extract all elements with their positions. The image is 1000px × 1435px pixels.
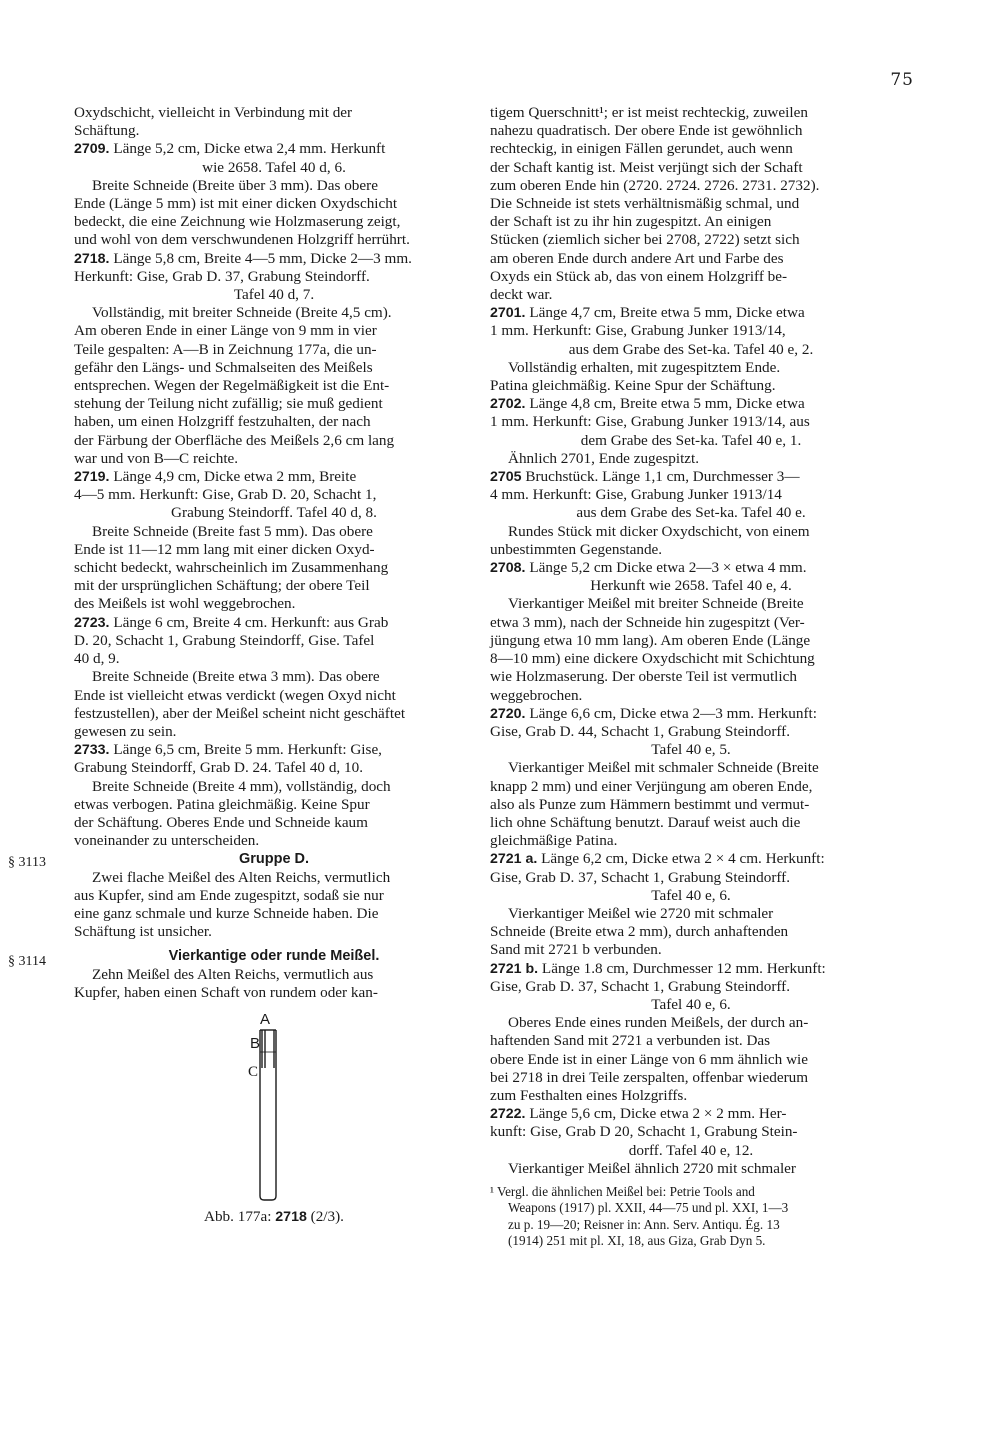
text-line: Zwei flache Meißel des Alten Reichs, vermutlich [92, 868, 391, 886]
entry-line: D. 20, Schacht 1, Grabung Steindorff, Gise. Tafel [74, 631, 375, 649]
text-line: schicht bedeckt, wahrscheinlich im Zusammenhang [74, 559, 389, 577]
text-line: bei 2718 in drei Teile zerspalten, offenbar wiederum [490, 1068, 809, 1086]
entry-line: Herkunft wie 2658. Tafel 40 e, 4. [590, 577, 792, 595]
entry-2709 [74, 140, 474, 158]
right-column [490, 104, 892, 1250]
figure-177a [74, 1008, 474, 1208]
text-line: Schneide (Breite etwa 2 mm), durch anhaftenden [490, 923, 789, 941]
text-line: aus Kupfer, sind am Ende zugespitzt, sodaß sie nur [74, 886, 384, 904]
text-line: Oberes Ende eines runden Meißels, der durch an- [508, 1014, 809, 1032]
entry-text: Länge 1.8 cm, Durchmesser 12 mm. Herkunft: [538, 959, 826, 977]
text-line: Die Schneide ist stets verhältnismäßig schmal, und [490, 195, 800, 213]
text-line: Vierkantiger Meißel ähnlich 2720 mit schmaler [508, 1159, 796, 1177]
entry-2720 [490, 705, 892, 723]
text-line: und wohl von dem verschwundenen Holzgriff herrührt. [74, 231, 410, 249]
text-line: Kupfer, haben einen Schaft von rundem oder kan- [74, 983, 378, 1001]
text-line: obere Ende ist in einer Länge von 6 mm ähnlich wie [490, 1050, 808, 1068]
text-line: Vierkantiger Meißel wie 2720 mit schmaler [508, 904, 774, 922]
text-line: Vierkantiger Meißel mit schmaler Schneide (Breite [508, 759, 819, 777]
entry-2719 [74, 468, 474, 486]
chisel-outline [260, 1030, 276, 1200]
text-line: jüngung etwa 10 mm lang). Am oberen Ende (Länge [490, 631, 811, 649]
text-line: also als Punze zum Hämmern bestimmt und vermut- [490, 795, 810, 813]
entry-text: Länge 5,2 cm Dicke etwa 2—3 × etwa 4 mm. [525, 559, 807, 577]
text-line: Ende ist 11—12 mm lang mit einer dicken Oxyd- [74, 540, 375, 558]
text-line: Vierkantiger Meißel mit breiter Schneide (Breite [508, 595, 804, 613]
entry-number: 2733. [74, 742, 110, 759]
text-line: der Schäftung. Oberes Ende und Schneide kaum [74, 813, 368, 831]
text-line: Breite Schneide (Breite fast 5 mm). Das obere [92, 522, 373, 540]
caption-number: 2718 [275, 1208, 307, 1225]
text-line: Vollständig, mit breiter Schneide (Breite 4,5 cm). [92, 304, 392, 322]
entry-line: dem Grabe des Set-ka. Tafel 40 e, 1. [580, 431, 802, 449]
text-line: Teile gespalten: A—B in Zeichnung 177a, die un- [74, 340, 377, 358]
caption-suffix: (2/3). [306, 1207, 344, 1225]
text-line: Oxyds ein Stück ab, das von einem Holzgriff be- [490, 267, 788, 285]
entry-number: 2702. [490, 396, 526, 413]
text-line: Sand mit 2721 b verbunden. [490, 941, 662, 959]
footnote [490, 1184, 892, 1250]
text-line: etwa 3 mm), nach der Schneide hin zugespitzt (Ver- [490, 613, 805, 631]
text-line: haftenden Sand mit 2721 a verbunden ist. Das [490, 1032, 771, 1050]
entry-line: 1 mm. Herkunft: Gise, Grabung Junker 1913/14, aus [490, 413, 810, 431]
text-line: entsprechen. Wegen der Regelmäßigkeit ist die Ent- [74, 377, 390, 395]
text-line: bedeckt, die eine Zeichnung wie Holzmaserung zeigt, [74, 213, 401, 231]
text-line: Schäftung ist unsicher. [74, 923, 212, 941]
text-line: zum Festhalten eines Holzgriffs. [490, 1086, 688, 1104]
footnote-line: zu p. 19—20; Reisner in: Ann. Serv. Antiqu. Ég. 13 [508, 1216, 780, 1232]
entry-text: Länge 6,5 cm, Breite 5 mm. Herkunft: Gise, [109, 741, 382, 759]
text-line: zum oberen Ende hin (2720. 2724. 2726. 2731. 2732). [490, 176, 820, 194]
section-heading: Gruppe D. [238, 851, 310, 868]
text-line: Ende (Länge 5 mm) ist mit einer dicken Oxydschicht [74, 195, 398, 213]
text-line: mit der ursprünglichen Schäftung; der obere Teil [74, 577, 370, 595]
entry-line: 1 mm. Herkunft: Gise, Grabung Junker 1913/14, [490, 322, 786, 340]
text-line: der Färbung der Oberfläche des Meißels 2,6 cm lang [74, 431, 395, 449]
text-line: am oberen Ende durch andere Art und Farbe des [490, 249, 784, 267]
entry-number: 2708. [490, 560, 526, 577]
entry-line: Tafel 40 d, 7. [233, 286, 315, 304]
footnote-line: Weapons (1917) pl. XXII, 44—75 und pl. XXI, 1—3 [508, 1200, 789, 1216]
entry-line: Gise, Grab D. 44, Schacht 1, Grabung Steindorff. [490, 722, 791, 740]
entry-text: Länge 4,8 cm, Breite etwa 5 mm, Dicke etwa [525, 395, 805, 413]
footnote-line: (1914) 251 mit pl. XI, 18, aus Giza, Grab Dyn 5. [508, 1233, 766, 1249]
entry-line: 4—5 mm. Herkunft: Gise, Grab D. 20, Schacht 1, [74, 486, 377, 504]
entry-line: Tafel 40 e, 6. [651, 995, 731, 1013]
text-line: Am oberen Ende in einer Länge von 9 mm in vier [74, 322, 377, 340]
text-line: deckt war. [490, 286, 553, 304]
entry-2705 [490, 468, 892, 486]
entry-text: Länge 5,2 cm, Dicke etwa 2,4 mm. Herkunft [109, 140, 386, 158]
text-line: Breite Schneide (Breite etwa 3 mm). Das obere [92, 668, 380, 686]
figure-label-b: B [250, 1034, 261, 1052]
text-line: gleichmäßige Patina. [490, 832, 618, 850]
entry-text: Länge 6,2 cm, Dicke etwa 2 × 4 cm. Herkunft: [537, 850, 825, 868]
text-line: eine ganz schmale und kurze Schneide haben. Die [74, 904, 379, 922]
text-line: voneinander zu unterscheiden. [74, 832, 260, 850]
figure-caption [74, 1208, 474, 1226]
text-line: lich ohne Schäftung benutzt. Darauf weist auch die [490, 813, 801, 831]
caption-prefix: Abb. 177a: [204, 1207, 276, 1225]
entry-number: 2709. [74, 141, 110, 158]
entry-number: 2701. [490, 305, 526, 322]
section-mark: § 3114 [8, 954, 46, 970]
entry-2722 [490, 1105, 892, 1123]
text-line: knapp 2 mm) und einer Verjüngung am oberen Ende, [490, 777, 813, 795]
figure-label-a: A [260, 1010, 271, 1028]
text-line: gefähr den Längs- und Schmalseiten des Meißels [74, 358, 373, 376]
text-line: Stücken (ziemlich sicher bei 2708, 2722) setzt sich [490, 231, 800, 249]
entry-number: 2719. [74, 469, 110, 486]
entry-line: Grabung Steindorff. Tafel 40 d, 8. [171, 504, 377, 522]
page-number: 75 [890, 70, 914, 90]
entry-number: 2705 [490, 469, 522, 486]
text-line: tigem Querschnitt¹; er ist meist rechteckig, zuweilen [490, 104, 808, 121]
entry-2701 [490, 304, 892, 322]
entry-line: Tafel 40 e, 6. [651, 886, 731, 904]
entry-line: Grabung Steindorff, Grab D. 24. Tafel 40 d, 10. [74, 759, 363, 777]
figure-label-c: C [248, 1063, 259, 1080]
entry-text: Länge 5,6 cm, Dicke etwa 2 × 2 mm. Her- [525, 1105, 787, 1123]
entry-2733 [74, 741, 474, 759]
entry-2721a [490, 850, 892, 868]
entry-text: Länge 6 cm, Breite 4 cm. Herkunft: aus Grab [109, 613, 389, 631]
text-line: Vollständig erhalten, mit zugespitztem Ende. [508, 358, 781, 376]
entry-2708 [490, 559, 892, 577]
text-line: gewesen zu sein. [74, 722, 177, 740]
entry-text: Länge 5,8 cm, Breite 4—5 mm, Dicke 2—3 mm. [109, 249, 412, 267]
entry-number: 2723. [74, 614, 110, 631]
text-line: des Meißels ist wohl weggebrochen. [74, 595, 296, 613]
text-line: Patina gleichmäßig. Keine Spur der Schäftung. [490, 377, 776, 395]
entry-text: Länge 6,6 cm, Dicke etwa 2—3 mm. Herkunft: [525, 704, 817, 722]
entry-line: wie 2658. Tafel 40 d, 6. [202, 158, 346, 176]
text-line: etwas verbogen. Patina gleichmäßig. Keine Spur [74, 795, 370, 813]
text-line: wie Holzmaserung. Der oberste Teil ist vermutlich [490, 668, 797, 686]
entry-line: 4 mm. Herkunft: Gise, Grabung Junker 1913/14 [490, 486, 782, 504]
text-line: der Schaft ist zu ihr hin zugespitzt. An einigen [490, 213, 772, 231]
text-line: rechteckig, in einigen Fällen gerundet, auch wenn [490, 140, 793, 158]
entry-2702 [490, 395, 892, 413]
entry-text: Bruchstück. Länge 1,1 cm, Durchmesser 3— [521, 468, 800, 486]
text-line: Ähnlich 2701, Ende zugespitzt. [508, 449, 700, 467]
text-line: war und von B—C reichte. [74, 449, 239, 467]
text-line: stehung der Teilung nicht zufällig; sie muß gedient [74, 395, 383, 413]
entry-number: 2722. [490, 1106, 526, 1123]
entry-line: 40 d, 9. [74, 650, 120, 668]
entry-line: kunft: Gise, Grab D 20, Schacht 1, Grabung Stein- [490, 1123, 798, 1141]
text-line: nahezu quadratisch. Der obere Ende ist gewöhnlich [490, 122, 803, 140]
text-line: weggebrochen. [490, 686, 583, 704]
entry-line: aus dem Grabe des Set-ka. Tafel 40 e. [576, 504, 806, 522]
text-line: 8—10 mm) eine dickere Oxydschicht mit Schichtung [490, 650, 815, 668]
entry-2718 [74, 250, 474, 268]
text-line: Ende ist vielleicht etwas verdickt (wegen Oxyd nicht [74, 686, 396, 704]
text-line: Zehn Meißel des Alten Reichs, vermutlich aus [92, 965, 374, 983]
text-line: Breite Schneide (Breite über 3 mm). Das obere [92, 176, 378, 194]
entry-line: Tafel 40 e, 5. [651, 741, 731, 759]
entry-number: 2720. [490, 705, 526, 722]
entry-text: Länge 4,9 cm, Dicke etwa 2 mm, Breite [109, 468, 357, 486]
text-line: festzustellen), aber der Meißel scheint nicht geschäftet [74, 704, 406, 722]
entry-text: Länge 4,7 cm, Breite etwa 5 mm, Dicke etwa [525, 304, 805, 322]
entry-line: Gise, Grab D. 37, Schacht 1, Grabung Steindorff. [490, 868, 791, 886]
chisel-drawing [74, 1008, 474, 1204]
entry-line: Gise, Grab D. 37, Schacht 1, Grabung Steindorff. [490, 977, 791, 995]
entry-line: Herkunft: Gise, Grab D. 37, Grabung Steindorff. [74, 267, 370, 285]
entry-number: 2721 b. [490, 960, 539, 977]
footnote-line: ¹ Vergl. die ähnlichen Meißel bei: Petrie Tools and [490, 1183, 755, 1199]
entry-2721b [490, 960, 892, 978]
text-line: unbestimmten Gegenstande. [490, 540, 663, 558]
text-line: Breite Schneide (Breite 4 mm), vollständig, doch [92, 777, 391, 795]
entry-number: 2718. [74, 250, 110, 267]
entry-2723 [74, 614, 474, 632]
left-column [8, 104, 474, 1226]
entry-line: dorff. Tafel 40 e, 12. [628, 1141, 754, 1159]
section-mark: § 3113 [8, 855, 46, 871]
entry-number: 2721 a. [490, 851, 538, 868]
section-3114 [8, 947, 474, 970]
section-3113 [8, 850, 474, 871]
text-line: Schäftung. [74, 122, 140, 140]
text-line: haben, um einen Holzgriff festzuhalten, der nach [74, 413, 371, 431]
text-line: Oxydschicht, vielleicht in Verbindung mit der [74, 104, 353, 121]
text-line: der Schaft kantig ist. Meist verjüngt sich der Schaft [490, 158, 803, 176]
section-heading: Vierkantige oder runde Meißel. [168, 948, 380, 965]
entry-line: aus dem Grabe des Set-ka. Tafel 40 e, 2. [568, 340, 814, 358]
text-line: Rundes Stück mit dicker Oxydschicht, von einem [508, 522, 810, 540]
